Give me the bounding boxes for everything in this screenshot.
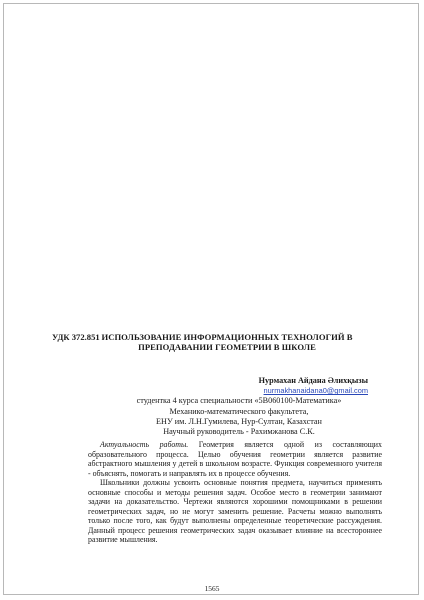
body-paragraph: [88, 478, 382, 545]
author-affiliation-line: студентка 4 курса специальности «5B060100-Математика»: [136, 396, 342, 406]
author-affiliation-line: Механико-математического факультета,: [169, 406, 309, 416]
supervisor-line: Научный руководитель - Рахимжанова С.К.: [163, 427, 315, 437]
article-header: [52, 332, 382, 352]
paragraph-lead: Актуальность работы.: [100, 440, 189, 449]
author-block: [90, 376, 388, 437]
author-affiliation-line: ЕНУ им. Л.Н.Гумилева, Нур-Султан, Казахстан: [156, 416, 322, 426]
author-name: Нурмахан Айдана Әлихқызы: [258, 376, 368, 385]
body-paragraph: [88, 440, 382, 478]
udc-code: УДК 372.851: [52, 332, 100, 342]
author-email-link[interactable]: nurmakhanaidana0@gmail.com: [263, 386, 368, 396]
paragraph-text: Школьники должны усвоить основные понятия предмета, научиться применять основные способы и методы решения задач. Особое место в геометрии занимают задачи на доказательство. Чертежи являются хорошими помощниками в решении геометрических задач, но не могут заменить решение. Расчеты можно выполнять только после того, как будут выполнены определенные теоретические рассуждения. Данный процесс решения геометрических задач оказывает влияние на всестороннее развитие мышления.: [88, 478, 382, 545]
page-number: 1565: [204, 584, 220, 593]
article-title: [72, 332, 382, 352]
article-title-line: ИСПОЛЬЗОВАНИЕ ИНФОРМАЦИОННЫХ ТЕХНОЛОГИЙ В: [101, 332, 353, 342]
article-title-line: ПРЕПОДАВАНИИ ГЕОМЕТРИИ В ШКОЛЕ: [138, 342, 316, 352]
article-body: [88, 440, 382, 545]
paragraph-text: Геометрия является одной из составляющих образовательного процесса. Целью обучения геометрии является развитие абстрактного мышления у детей в школьном возрасте. Функция современного учителя - объяснять, помогать и направлять их в процессе обучения.: [88, 440, 382, 478]
